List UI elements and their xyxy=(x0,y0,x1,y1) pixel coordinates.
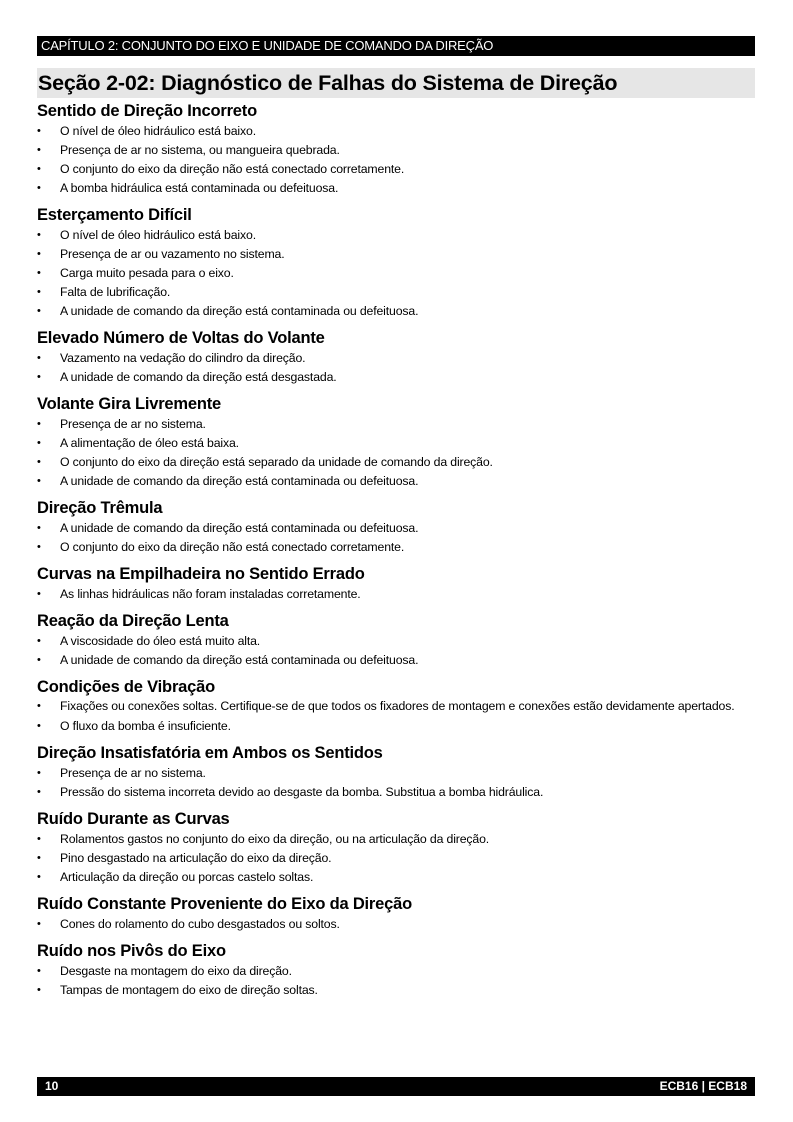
fault-group xyxy=(37,808,755,887)
fault-group-title: Elevado Número de Voltas do Volante xyxy=(37,329,325,347)
list-item: • A unidade de comando da direção está contaminada ou defeituosa. xyxy=(37,472,755,491)
list-item: • A viscosidade do óleo está muito alta. xyxy=(37,632,755,651)
list-item: • O conjunto do eixo da direção não está conectado corretamente. xyxy=(37,160,755,179)
fault-group xyxy=(37,742,755,802)
list-item: • Articulação da direção ou porcas castelo soltas. xyxy=(37,868,755,887)
fault-cause-list xyxy=(37,915,755,934)
list-item: • O fluxo da bomba é insuficiente. xyxy=(37,717,755,736)
fault-group xyxy=(37,327,755,387)
list-item: • A unidade de comando da direção está desgastada. xyxy=(37,368,755,387)
fault-cause-list xyxy=(37,519,755,557)
fault-cause-list xyxy=(37,632,755,670)
fault-cause-list xyxy=(37,764,755,802)
fault-cause-list xyxy=(37,698,755,736)
fault-group xyxy=(37,100,755,198)
list-item: • Presença de ar no sistema. xyxy=(37,764,755,783)
fault-group-title: Esterçamento Difícil xyxy=(37,206,192,224)
list-item: • As linhas hidráulicas não foram instaladas corretamente. xyxy=(37,585,755,604)
list-item: • O conjunto do eixo da direção está separado da unidade de comando da direção. xyxy=(37,453,755,472)
fault-group-title: Direção Trêmula xyxy=(37,499,163,517)
troubleshooting-list xyxy=(37,100,755,1006)
fault-group xyxy=(37,610,755,670)
list-item: • Presença de ar ou vazamento no sistema. xyxy=(37,245,755,264)
fault-cause-list xyxy=(37,122,755,198)
list-item: • A bomba hidráulica está contaminada ou defeituosa. xyxy=(37,179,755,198)
fault-cause-list xyxy=(37,349,755,387)
fault-group xyxy=(37,204,755,321)
list-item: • Tampas de montagem do eixo de direção soltas. xyxy=(37,981,755,1000)
fault-group-title: Volante Gira Livremente xyxy=(37,395,221,413)
list-item: • O conjunto do eixo da direção não está conectado corretamente. xyxy=(37,538,755,557)
fault-group-title: Ruído nos Pivôs do Eixo xyxy=(37,942,226,960)
fault-cause-list xyxy=(37,585,755,604)
fault-group-title: Ruído Constante Proveniente do Eixo da Direção xyxy=(37,895,412,913)
fault-group xyxy=(37,393,755,491)
page-footer xyxy=(37,1077,755,1096)
list-item: • Rolamentos gastos no conjunto do eixo da direção, ou na articulação da direção. xyxy=(37,830,755,849)
fault-group-title: Reação da Direção Lenta xyxy=(37,612,229,630)
list-item: • A alimentação de óleo está baixa. xyxy=(37,434,755,453)
list-item: • Falta de lubrificação. xyxy=(37,283,755,302)
fault-group-title: Condições de Vibração xyxy=(37,678,215,696)
list-item: • Presença de ar no sistema. xyxy=(37,415,755,434)
list-item: • O nível de óleo hidráulico está baixo. xyxy=(37,226,755,245)
list-item: • A unidade de comando da direção está contaminada ou defeituosa. xyxy=(37,651,755,670)
fault-group xyxy=(37,676,755,736)
page-number: 10 xyxy=(45,1079,59,1093)
fault-cause-list xyxy=(37,415,755,491)
list-item: • Desgaste na montagem do eixo da direção. xyxy=(37,962,755,981)
fault-cause-list xyxy=(37,226,755,321)
list-item: • O nível de óleo hidráulico está baixo. xyxy=(37,122,755,141)
section-title: Seção 2-02: Diagnóstico de Falhas do Sistema de Direção xyxy=(37,68,755,98)
fault-group-title: Curvas na Empilhadeira no Sentido Errado xyxy=(37,565,365,583)
list-item: • Vazamento na vedação do cilindro da direção. xyxy=(37,349,755,368)
list-item: • Fixações ou conexões soltas. Certifique-se de que todos os fixadores de montagem e conexões estão devidamente apertados. xyxy=(37,698,755,715)
list-item: • A unidade de comando da direção está contaminada ou defeituosa. xyxy=(37,302,755,321)
fault-group xyxy=(37,563,755,604)
fault-group-title: Direção Insatisfatória em Ambos os Sentidos xyxy=(37,744,383,762)
list-item: • Cones do rolamento do cubo desgastados ou soltos. xyxy=(37,915,755,934)
list-item: • A unidade de comando da direção está contaminada ou defeituosa. xyxy=(37,519,755,538)
fault-group-title: Ruído Durante as Curvas xyxy=(37,810,230,828)
list-item: • Pressão do sistema incorreta devido ao desgaste da bomba. Substitua a bomba hidráulica. xyxy=(37,783,755,802)
list-item: • Presença de ar no sistema, ou mangueira quebrada. xyxy=(37,141,755,160)
model-label: ECB16 | ECB18 xyxy=(659,1079,747,1093)
fault-group xyxy=(37,893,755,934)
fault-group xyxy=(37,940,755,1000)
list-item: • Pino desgastado na articulação do eixo da direção. xyxy=(37,849,755,868)
fault-cause-list xyxy=(37,962,755,1000)
list-item: • Carga muito pesada para o eixo. xyxy=(37,264,755,283)
fault-group xyxy=(37,497,755,557)
fault-cause-list xyxy=(37,830,755,887)
fault-group-title: Sentido de Direção Incorreto xyxy=(37,102,257,120)
chapter-header: CAPÍTULO 2: CONJUNTO DO EIXO E UNIDADE DE COMANDO DA DIREÇÃO xyxy=(37,36,755,56)
